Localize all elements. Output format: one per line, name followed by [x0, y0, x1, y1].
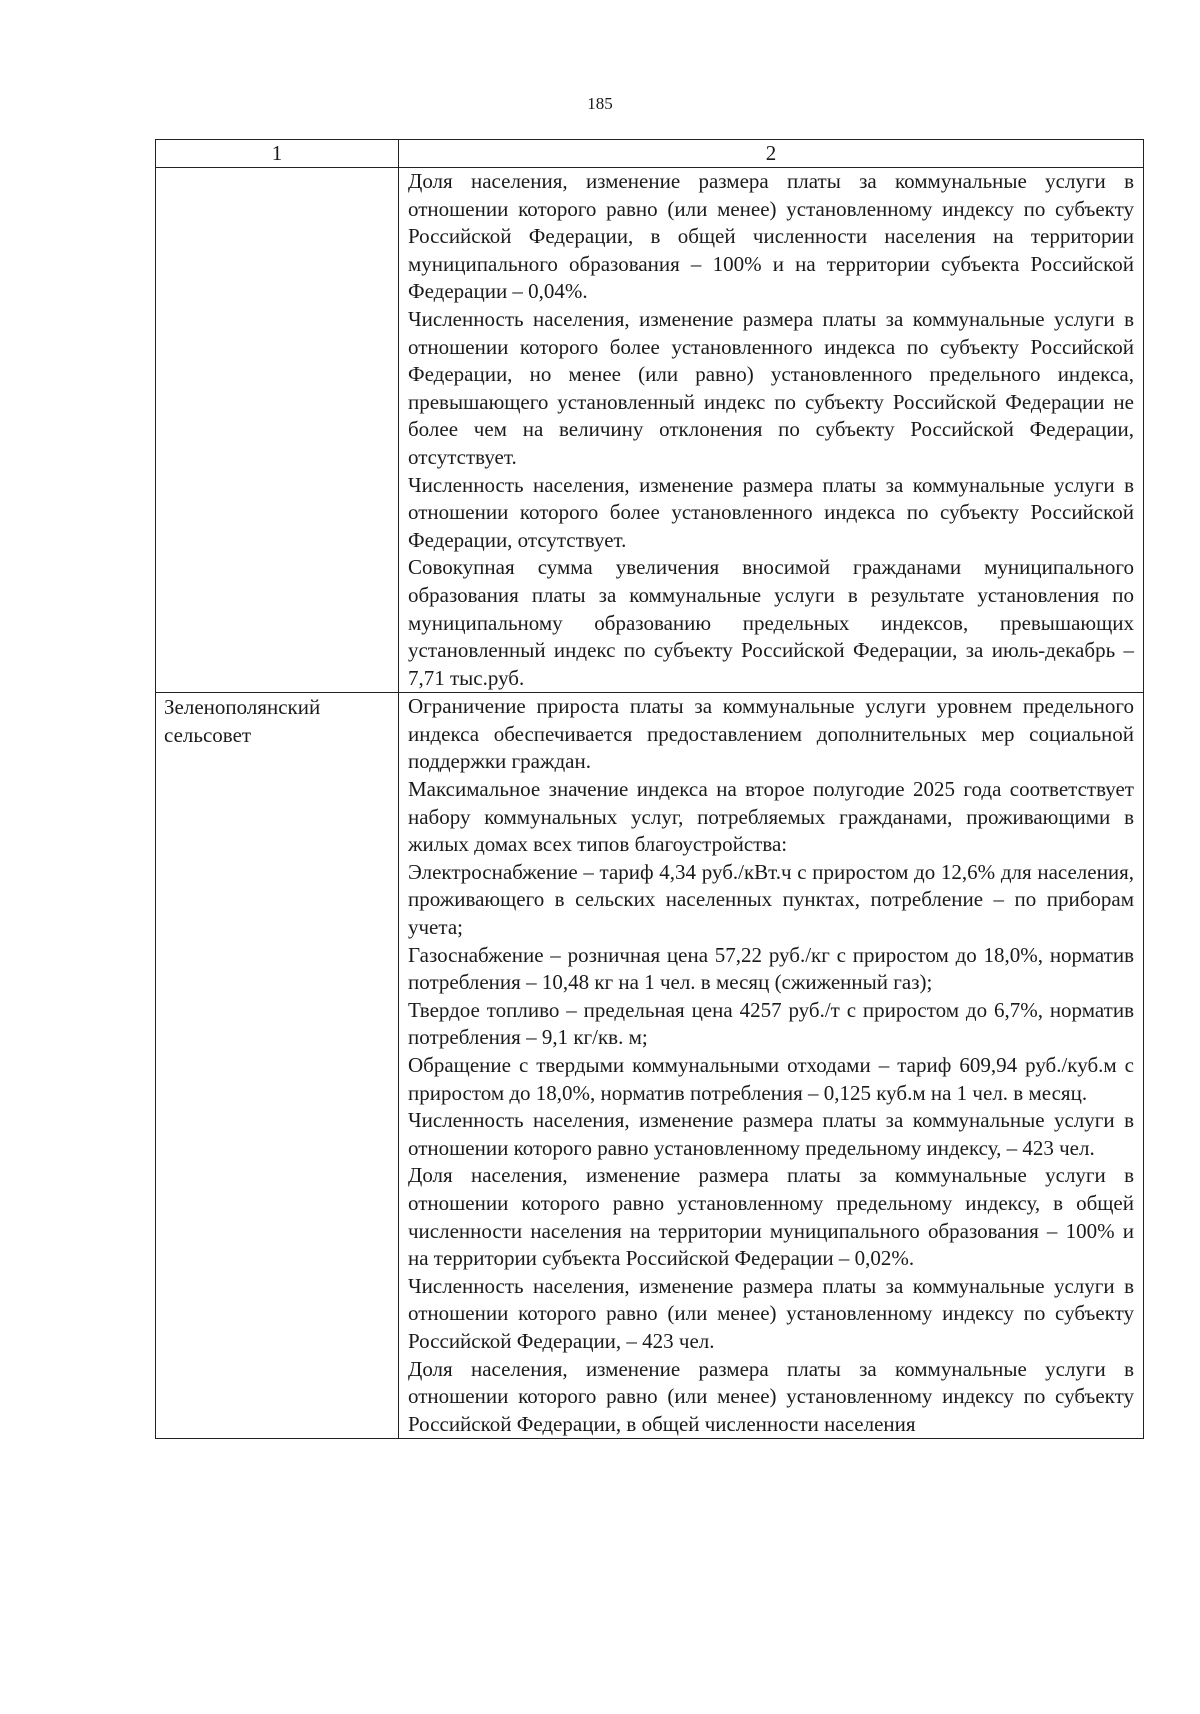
- paragraph: Доля населения, изменение размера платы за коммунальные услуги в отношении которого равно (или менее) установленному индексу по субъекту Российской Федерации, в общей численности населения на территории муниципального образования – 100% и на территории субъекта Российской Федерации – 0,04%.: [408, 169, 1134, 304]
- paragraph: Доля населения, изменение размера платы за коммунальные услуги в отношении которого равно установленному предельному индексу, в общей численности населения на территории муниципального образования – 100% и на территории субъекта Российской Федерации – 0,02%.: [408, 1163, 1134, 1271]
- description-cell: [399, 168, 1144, 693]
- paragraph: Численность населения, изменение размера платы за коммунальные услуги в отношении которого более установленного индекса по субъекту Российской Федерации, отсутствует.: [408, 472, 1134, 552]
- paragraph: Совокупная сумма увеличения вносимой гражданами муниципального образования платы за коммунальные услуги в результате установления по муниципальному образованию предельных индексов, превышающих установленный индекс по субъекту Российской Федерации, за июль-декабрь – 7,71 тыс.руб.: [408, 555, 1134, 690]
- data-table: [155, 139, 1144, 1439]
- paragraph: Численность населения, изменение размера платы за коммунальные услуги в отношении которого более установленного индекса по субъекту Российской Федерации, но менее (или равно) установленного предельного индекса, превышающего установленный индекс по субъекту Российской Федерации не более чем на величину отклонения по субъекту Российской Федерации, отсутствует.: [408, 306, 1134, 469]
- description-cell: [399, 693, 1144, 1439]
- page-number: 185: [587, 94, 613, 113]
- paragraph: Максимальное значение индекса на второе полугодие 2025 года соответствует набору коммунальных услуг, потребляемых гражданами, проживающими в жилых домах всех типов благоустройства:: [408, 777, 1134, 857]
- paragraph: Газоснабжение – розничная цена 57,22 руб./кг с приростом до 18,0%, норматив потребления – 10,48 кг на 1 чел. в месяц (сжиженный газ);: [408, 942, 1134, 995]
- column-header: 1: [156, 140, 399, 168]
- paragraph: Электроснабжение – тариф 4,34 руб./кВт.ч с приростом до 12,6% для населения, проживающего в сельских населенных пунктах, потребление – по приборам учета;: [408, 859, 1134, 940]
- column-header: 2: [399, 140, 1144, 168]
- table-header-row: [156, 140, 1144, 168]
- paragraph: Численность населения, изменение размера платы за коммунальные услуги в отношении которого равно (или менее) установленному индексу по субъекту Российской Федерации, – 423 чел.: [408, 1273, 1134, 1353]
- paragraph: Доля населения, изменение размера платы за коммунальные услуги в отношении которого равно (или менее) установленному индексу по субъекту Российской Федерации, в общей численности населения: [408, 1356, 1134, 1436]
- paragraph: Численность населения, изменение размера платы за коммунальные услуги в отношении которого равно установленному предельному индексу, – 423 чел.: [408, 1108, 1134, 1160]
- municipality-name: [156, 168, 399, 693]
- municipality-name: Зеленополянский сельсовет: [156, 693, 399, 1439]
- table-row: [156, 693, 1144, 1439]
- paragraph: Ограничение прироста платы за коммунальные услуги уровнем предельного индекса обеспечивается предоставлением дополнительных мер социальной поддержки граждан.: [408, 694, 1134, 774]
- paragraph: Твердое топливо – предельная цена 4257 руб./т с приростом до 6,7%, норматив потребления – 9,1 кг/кв. м;: [408, 997, 1134, 1050]
- paragraph: Обращение с твердыми коммунальными отходами – тариф 609,94 руб./куб.м с приростом до 18,0%, норматив потребления – 0,125 куб.м на 1 чел. в месяц.: [408, 1053, 1134, 1105]
- table-row: [156, 168, 1144, 693]
